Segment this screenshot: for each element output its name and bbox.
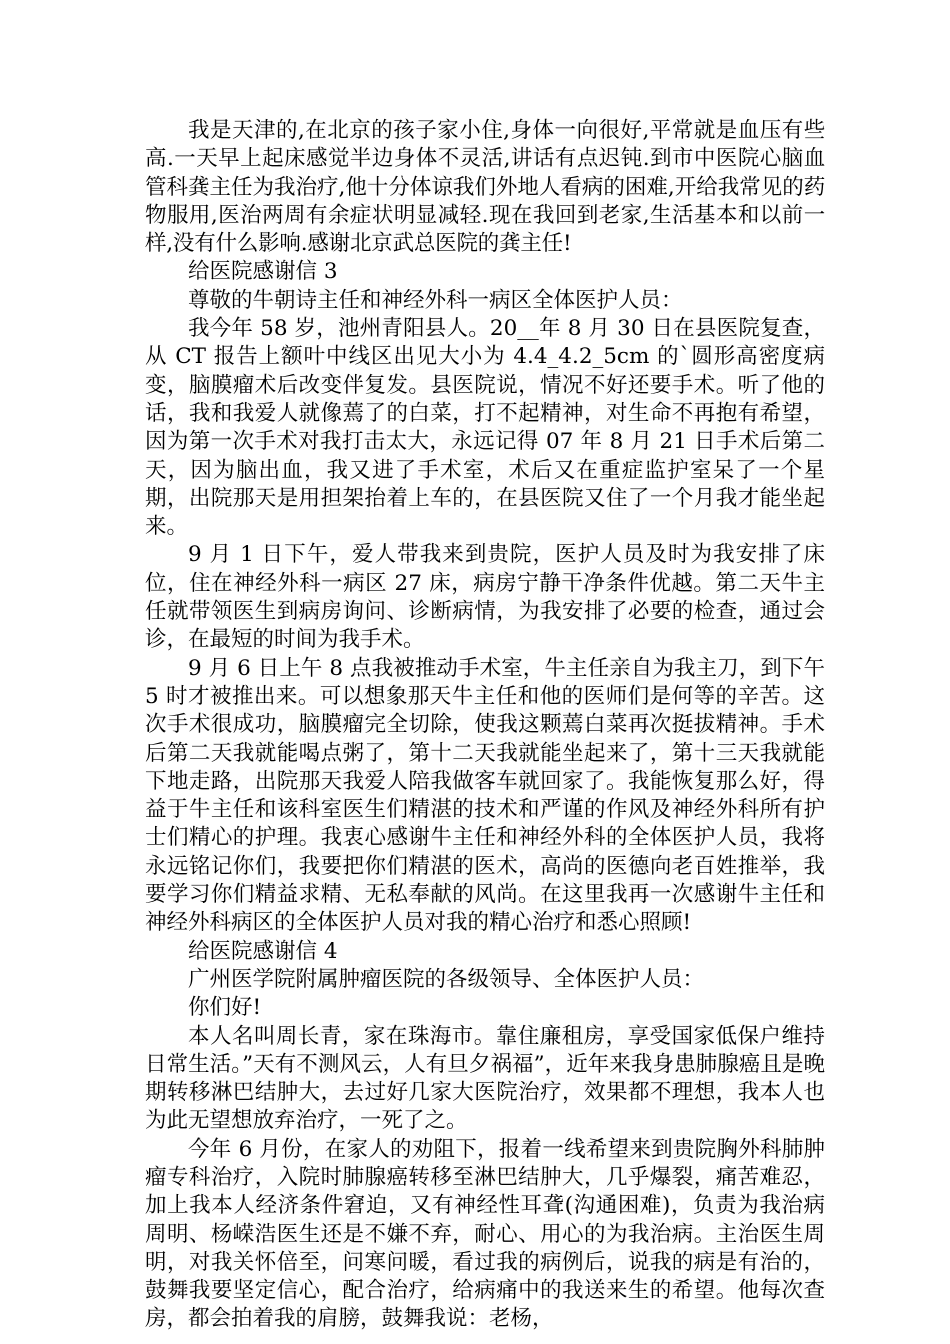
letter-3-salutation: 尊敬的牛朝诗主任和神经外科一病区全体医护人员： bbox=[188, 287, 683, 313]
letter-3-paragraph-2: 9 月 1 日下午，爱人带我来到贵院，医护人员及时为我安排了床位，住在神经外科一病区 27 床，病房宁静干净条件优越。第二天牛主任就带领医生到病房询问、诊断病情，为我安排了必要的检查，通过会诊，在最短的时间为我手术。 bbox=[145, 542, 825, 653]
document-page bbox=[145, 117, 825, 1334]
letter-4-paragraph-2: 今年 6 月份，在家人的劝阻下，报着一线希望来到贵院胸外科肺肿瘤专科治疗，入院时肺腺癌转移至淋巴结肿大，几乎爆裂，痛苦难忍，加上我本人经济条件窘迫，又有神经性耳聋(沟通困难)，负责为我治病周明、杨嵘浩医生还是不嫌不弃，耐心、用心的为我治病。主治医生周明，对我关怀倍至，问寒问暖，看过我的病例后，说我的病是有治的，鼓舞我要坚定信心，配合治疗，给病痛中的我送来生的希望。他每次查房，都会拍着我的肩膀，鼓舞我说：老杨， bbox=[145, 1136, 825, 1332]
letter-4-greeting: 你们好! bbox=[188, 995, 262, 1021]
letter-4-salutation: 广州医学院附属肿瘤医院的各级领导、全体医护人员： bbox=[188, 966, 705, 992]
letter-3-paragraph-3: 9 月 6 日上午 8 点我被推动手术室，牛主任亲自为我主刀，到下午 5 时才被推出来。可以想象那天牛主任和他的医师们是何等的辛苦。这次手术很成功，脑膜瘤完全切除，使我这颗蔫白菜再次挺拔精神。手术后第二天我就能喝点粥了，第十二天我就能坐起来了，第十三天我就能下地走路，出院那天我爱人陪我做客车就回家了。我能恢复那么好，得益于牛主任和该科室医生们精湛的技术和严谨的作风及神经外科所有护士们精心的护理。我衷心感谢牛主任和神经外科的全体医护人员，我将永远铭记你们，我要把你们精湛的医术，高尚的医德向老百姓推举，我要学习你们精益求精、无私奉献的风尚。在这里我再一次感谢牛主任和神经外科病区的全体医护人员对我的精心治疗和悉心照顾! bbox=[145, 655, 825, 936]
letter-3-paragraph-1: 我今年 58 岁，池州青阳县人。20__年 8 月 30 日在县医院复查，从 CT 报告上额叶中线区出见大小为 4.4_4.2_5cm 的`圆形高密度病变，脑膜瘤术后改变伴复发。县医院说，情况不好还要手术。听了他的话，我和我爱人就像蔫了的白菜，打不起精神，对生命不再抱有希望，因为第一次手术对我打击太大，永远记得 07 年 8 月 21 日手术后第二天，因为脑出血，我又进了手术室，术后又在重症监护室呆了一个星期，出院那天是用担架抬着上车的，在县医院又住了一个月我才能坐起来。 bbox=[145, 316, 825, 540]
letter-4-heading: 给医院感谢信 4 bbox=[188, 938, 338, 964]
letter-4-paragraph-1: 本人名叫周长青，家在珠海市。靠住廉租房，享受国家低保户维持日常生活。”天有不测风云，人有旦夕祸福”，近年来我身患肺腺癌且是晚期转移淋巴结肿大，去过好几家大医院治疗，效果都不理想，我本人也为此无望想放弃治疗，一死了之。 bbox=[145, 1023, 825, 1134]
paragraph-1: 我是天津的,在北京的孩子家小住,身体一向很好,平常就是血压有些高.一天早上起床感觉半边身体不灵活,讲话有点迟钝.到市中医院心脑血管科龚主任为我治疗,他十分体谅我们外地人看病的困难,开给我常见的药物服用,医治两周有余症状明显减轻.现在我回到老家,生活基本和以前一样,没有什么影响.感谢北京武总医院的龚主任! bbox=[145, 118, 825, 257]
letter-3-heading: 给医院感谢信 3 bbox=[188, 259, 338, 285]
